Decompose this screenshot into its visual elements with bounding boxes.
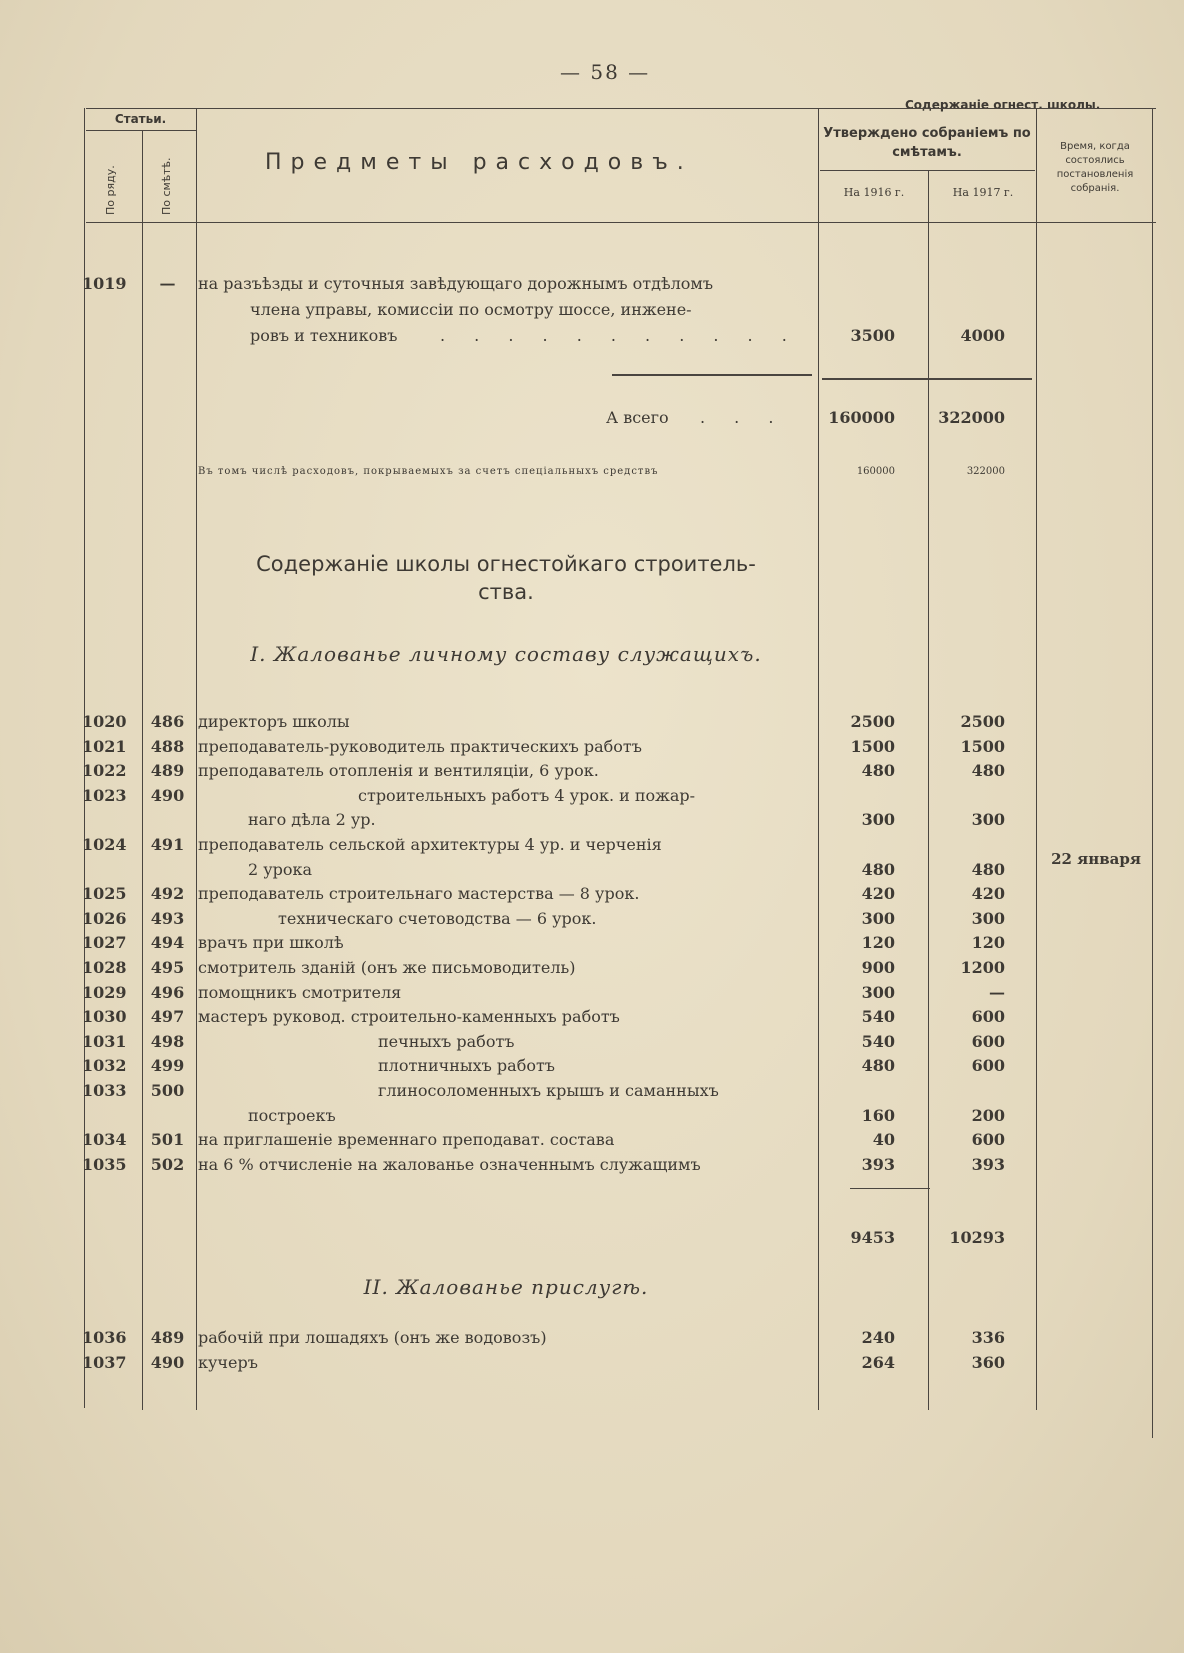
cell-sm: 495 (150, 958, 185, 977)
cell-text: наго дѣла 2 ур. (248, 810, 376, 830)
cell-text: преподаватель отопленія и вентиляціи, 6 урок. (198, 761, 599, 781)
cell-text: на 6 % отчисленіе на жалованье означеннымъ служащимъ (198, 1154, 701, 1174)
table-row (0, 1056, 1184, 1080)
cell-v1917: 600 (971, 1007, 1005, 1027)
cell-sm: 500 (150, 1081, 185, 1100)
cell-text: построекъ (248, 1105, 336, 1125)
table-row (0, 1081, 1184, 1105)
cell-v1916: 300 (861, 810, 895, 830)
cell-v1916: 40 (872, 1130, 895, 1150)
header-po-ryadu: По ряду. (104, 165, 117, 215)
cell-text: рабочій при лошадяхъ (онъ же водовозъ) (198, 1328, 547, 1347)
cell-v1917: 1500 (960, 736, 1005, 756)
cell-sm: 494 (150, 933, 185, 953)
cell-num: 1024 (82, 835, 127, 854)
table-row (0, 712, 1184, 736)
cell-v1916: 540 (861, 1031, 895, 1051)
cell-v1917: 2500 (960, 712, 1005, 731)
cell-v1917: 1200 (960, 958, 1005, 977)
header-po-smete: По смѣтѣ. (160, 157, 173, 215)
table-row (0, 983, 1184, 1007)
cell-sm: 493 (150, 908, 185, 928)
cell-text: техническаго счетоводства — 6 урок. (278, 908, 597, 928)
cell-v1916: 240 (861, 1328, 895, 1347)
cell-v1916: 300 (861, 982, 895, 1002)
cell-v1916: 540 (861, 1007, 895, 1027)
cell-num: 1036 (82, 1328, 127, 1347)
cell-v1916: 480 (861, 761, 895, 781)
cell-sm: 501 (150, 1130, 185, 1150)
cell-text: плотничныхъ работъ (378, 1056, 555, 1076)
subsection-title-1: I. Жалованье личному составу служащихъ. (250, 642, 762, 666)
cell-v1916: 393 (861, 1154, 895, 1174)
cell-num: 1027 (82, 933, 127, 953)
sum-rule-1 (612, 374, 812, 376)
table-row (0, 1328, 1184, 1352)
cell-sm: 492 (150, 884, 185, 904)
running-head: Содержаніе огнест. школы. (905, 98, 1101, 112)
header-statyi: Статьи. (114, 112, 167, 126)
cell-sm: 486 (150, 712, 185, 731)
cell-v1917: 420 (971, 884, 1005, 904)
cell-v1916: 264 (861, 1352, 895, 1372)
cell-sm: 498 (150, 1031, 185, 1051)
cell-v1917: 200 (971, 1105, 1005, 1125)
special-row: Въ томъ числѣ расходовъ, покрываемыхъ за счетъ спеціальныхъ средствъ 160000 322000 (198, 466, 1005, 477)
cell-sm: 489 (150, 761, 185, 781)
cell-sm: 502 (150, 1154, 185, 1174)
cell-num: 1025 (82, 884, 127, 904)
sum-rule-2 (822, 378, 1032, 380)
cell-sm: 496 (150, 982, 185, 1002)
cell-sm: 488 (150, 736, 185, 756)
subsection-title-2: II. Жалованье прислугѣ. (363, 1275, 649, 1299)
cell-sm: 490 (150, 785, 185, 805)
cell-text: преподаватель-руководитель практическихъ работъ (198, 736, 642, 756)
header-1917: На 1917 г. (952, 186, 1014, 199)
table-row: 1019 — на разъѣзды и суточныя завѣдующаго дорожнымъ отдѣломъ (82, 274, 714, 293)
cell-num: 1021 (82, 736, 127, 756)
cell-sm: 499 (150, 1056, 185, 1076)
subtotal-row: 9453 10293 (850, 1228, 1005, 1247)
cell-text: 2 урока (248, 859, 313, 879)
cell-v1917: 360 (971, 1352, 1005, 1372)
cell-text: смотритель зданій (онъ же письмоводитель) (198, 958, 576, 977)
table-row (0, 835, 1184, 859)
cell-text: мастеръ руковод. строительно-каменныхъ работъ (198, 1007, 620, 1027)
cell-sm: 491 (150, 835, 185, 854)
cell-text: на приглашеніе временнаго преподават. состава (198, 1130, 615, 1150)
cell-num: 1023 (82, 785, 127, 805)
cell-v1916: 480 (861, 1056, 895, 1076)
subtotal-rule (850, 1188, 930, 1189)
table-row (0, 860, 1184, 884)
header-approved: Утверждено собраніемъ по смѣтамъ. (823, 126, 1031, 160)
cell-num: 1026 (82, 908, 127, 928)
cell-text: преподаватель строительнаго мастерства — 8 урок. (198, 884, 640, 904)
cell-v1916: 420 (861, 884, 895, 904)
cell-num: 1020 (82, 712, 127, 731)
cell-text: врачъ при школѣ (198, 933, 344, 953)
cell-v1917: 120 (971, 933, 1005, 953)
cell-v1917: 600 (971, 1056, 1005, 1076)
cell-v1916: 480 (861, 859, 895, 879)
header-title: Предметы расходовъ. (265, 150, 693, 175)
table-row (0, 1007, 1184, 1031)
header-time: Время, когда состоялись постановленія собранія. (1056, 141, 1134, 194)
table-row: ровъ и техниковъ . . . . . . . . . . . 3500 4000 (250, 326, 1005, 345)
cell-v1917: — (989, 982, 1005, 1002)
table-row (0, 786, 1184, 810)
cell-sm: 497 (150, 1007, 185, 1027)
cell-num: 1035 (82, 1154, 127, 1174)
date-note: 22 января (1051, 850, 1141, 868)
cell-v1917: 600 (971, 1031, 1005, 1051)
cell-v1917: 480 (971, 859, 1005, 879)
cell-num: 1030 (82, 1007, 127, 1027)
table-top-rule (86, 108, 1156, 109)
header-1916: На 1916 г. (843, 186, 905, 199)
cell-text: кучеръ (198, 1352, 258, 1372)
table-row (0, 1155, 1184, 1179)
page-number: — 58 — (560, 60, 651, 84)
table-row (0, 884, 1184, 908)
cell-text: строительныхъ работъ 4 урок. и пожар- (358, 785, 696, 805)
table-row (0, 933, 1184, 957)
cell-text: директоръ школы (198, 712, 350, 731)
statyi-rule (86, 130, 196, 131)
section-title: Содержаніе школы огнестойкаго строитель- (256, 552, 756, 576)
cell-text: помощникъ смотрителя (198, 982, 402, 1002)
cell-v1917: 300 (971, 908, 1005, 928)
cell-sm: 490 (150, 1352, 185, 1372)
total-row: А всего . . . 160000 322000 (606, 408, 1005, 427)
table-row (0, 958, 1184, 982)
cell-num: 1031 (82, 1031, 127, 1051)
cell-v1917: 480 (971, 761, 1005, 781)
cell-sm: 489 (150, 1328, 185, 1347)
table-row (0, 1032, 1184, 1056)
table-row (0, 737, 1184, 761)
cell-text: печныхъ работъ (378, 1031, 515, 1051)
cell-text: глиносоломенныхъ крышъ и саманныхъ (378, 1081, 719, 1100)
cell-num: 1032 (82, 1056, 127, 1076)
cell-v1917: 393 (971, 1154, 1005, 1174)
table-row (0, 909, 1184, 933)
cell-v1916: 160 (861, 1105, 895, 1125)
cell-num: 1029 (82, 982, 127, 1002)
cell-num: 1028 (82, 958, 127, 977)
cell-v1916: 1500 (850, 736, 895, 756)
cell-v1916: 900 (861, 958, 895, 977)
cell-num: 1033 (82, 1081, 127, 1100)
cell-text: преподаватель сельской архитектуры 4 ур. и черченія (198, 835, 662, 854)
cell-v1916: 120 (861, 933, 895, 953)
cell-num: 1037 (82, 1352, 127, 1372)
cell-v1917: 600 (971, 1130, 1005, 1150)
cell-v1916: 2500 (850, 712, 895, 731)
table-row (0, 1106, 1184, 1130)
table-row: члена управы, комиссіи по осмотру шоссе, инженe- (250, 300, 692, 319)
table-row (0, 761, 1184, 785)
table-row (0, 1130, 1184, 1154)
cell-num: 1034 (82, 1130, 127, 1150)
section-title-cont: ства. (478, 580, 534, 604)
cell-v1916: 300 (861, 908, 895, 928)
table-row (0, 1353, 1184, 1377)
table-row (0, 810, 1184, 834)
cell-v1917: 300 (971, 810, 1005, 830)
table-header-bottom-rule (86, 222, 1156, 223)
cell-v1917: 336 (971, 1328, 1005, 1347)
cell-num: 1022 (82, 761, 127, 781)
